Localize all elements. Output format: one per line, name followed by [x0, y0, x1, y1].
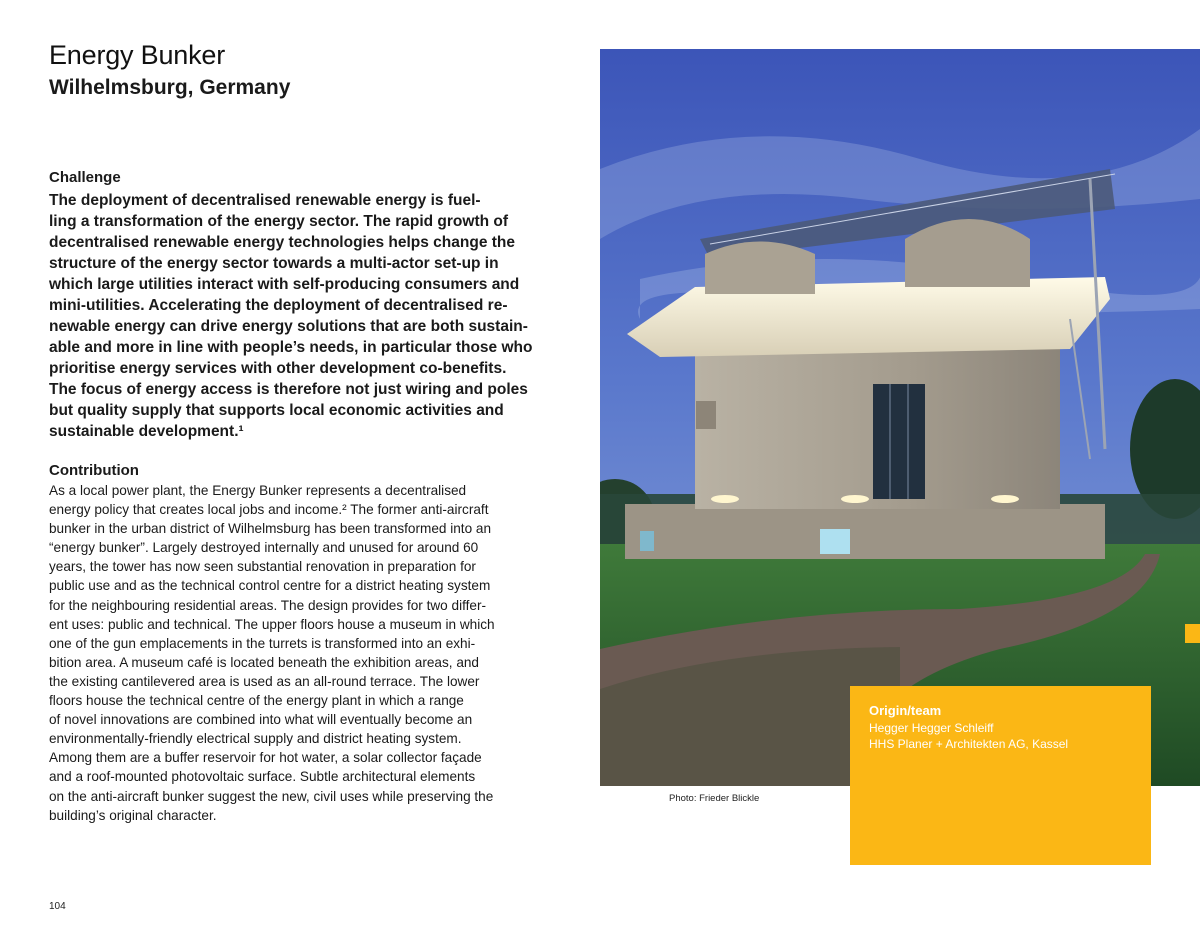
challenge-line: structure of the energy sector towards a multi-actor set-up in [49, 255, 499, 272]
challenge-line: decentralised renewable energy technologies helps change the [49, 234, 516, 251]
contribution-line: floors house the technical centre of the energy plant in which a range [49, 693, 464, 709]
contribution-heading: Contribution [49, 462, 139, 479]
contribution-line: years, the tower has now seen substantial renovation in preparation for [49, 559, 476, 575]
contribution-line: one of the gun emplacements in the turrets is transformed into an exhi- [49, 635, 476, 651]
contribution-line: Among them are a buffer reservoir for hot water, a solar collector façade [49, 750, 482, 766]
challenge-line: which large utilities interact with self-producing consumers and [49, 276, 520, 293]
contribution-line: energy policy that creates local jobs and income.² The former anti-aircraft [49, 502, 489, 518]
contribution-line: environmentally-friendly electrical supply and district heating system. [49, 731, 462, 747]
page-number: 104 [49, 901, 66, 912]
page-title: Energy Bunker [49, 40, 225, 70]
photo-credit: Photo: Frieder Blickle [669, 793, 760, 804]
contribution-paragraph [49, 481, 549, 825]
challenge-line: prioritise energy services with other development co-benefits. [49, 360, 507, 377]
challenge-line: newable energy can drive energy solutions that are both sustain- [49, 318, 528, 335]
challenge-line: ling a transformation of the energy sector. The rapid growth of [49, 213, 509, 230]
contribution-line: on the anti-aircraft bunker suggest the new, civil uses while preserving the [49, 788, 494, 804]
contribution-line: for the neighbouring residential areas. The design provides for two differ- [49, 597, 487, 613]
challenge-line: mini-utilities. Accelerating the deployment of decentralised re- [49, 297, 508, 314]
contribution-line: of novel innovations are combined into what will eventually become an [49, 712, 473, 728]
challenge-line: able and more in line with people’s needs, in particular those who [49, 339, 533, 356]
challenge-line: but quality supply that supports local economic activities and [49, 402, 504, 419]
contribution-line: building’s original character. [49, 807, 217, 823]
challenge-paragraph [49, 190, 539, 442]
challenge-heading: Challenge [49, 169, 121, 186]
origin-line: Hegger Hegger Schleiff [869, 721, 994, 735]
page-subtitle: Wilhelmsburg, Germany [49, 76, 291, 99]
contribution-line: “energy bunker”. Largely destroyed internally and unused for around 60 [49, 540, 479, 556]
challenge-line: The focus of energy access is therefore not just wiring and poles [49, 381, 528, 398]
contribution-line: ent uses: public and technical. The upper floors house a museum in which [49, 616, 495, 632]
section-marker-tab [1185, 624, 1200, 643]
challenge-line: The deployment of decentralised renewable energy is fuel- [49, 192, 481, 209]
origin-heading: Origin/team [869, 703, 942, 718]
contribution-line: public use and as the technical control centre for a district heating system [49, 578, 491, 594]
contribution-line: the existing cantilevered area is used as an all-round terrace. The lower [49, 673, 480, 689]
contribution-line: As a local power plant, the Energy Bunker represents a decentralised [49, 483, 467, 498]
contribution-line: bition area. A museum café is located beneath the exhibition areas, and [49, 654, 479, 670]
contribution-line: bunker in the urban district of Wilhelmsburg has been transformed into an [49, 521, 492, 537]
contribution-line: and a roof-mounted photovoltaic surface. Subtle architectural elements [49, 769, 476, 785]
origin-line: HHS Planer + Architekten AG, Kassel [869, 737, 1069, 751]
challenge-line: sustainable development.¹ [49, 423, 244, 440]
building-photo [600, 49, 1200, 786]
